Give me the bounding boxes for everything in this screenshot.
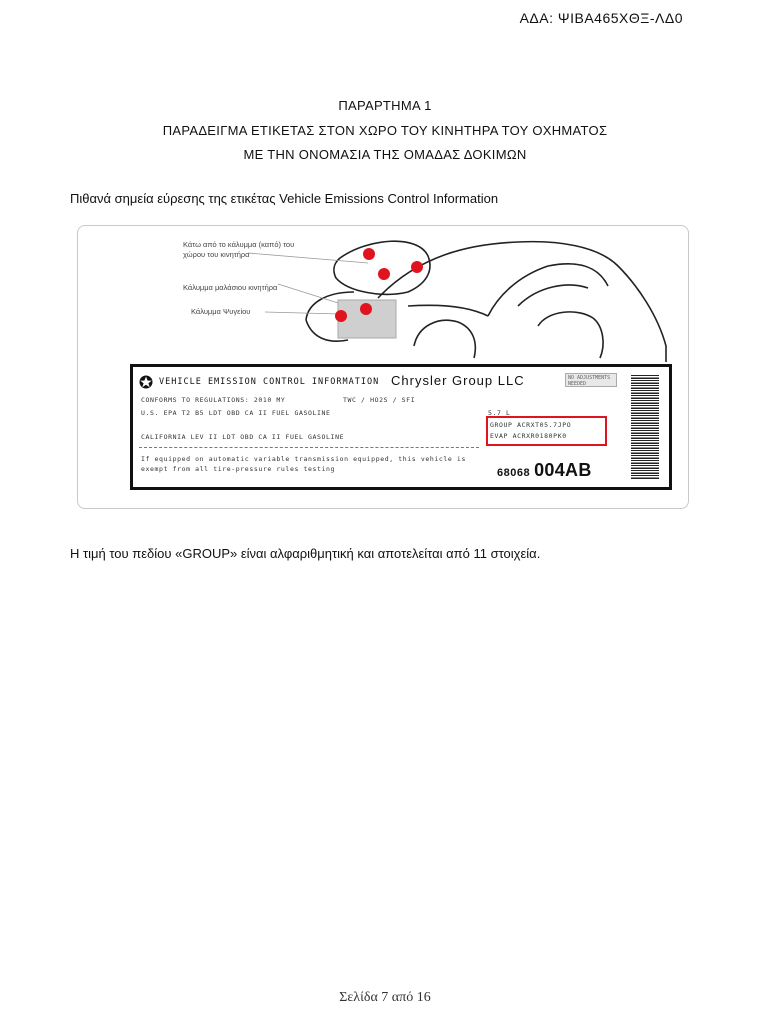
part-number-suffix: 004AB <box>534 460 592 480</box>
marker-dot <box>378 268 390 280</box>
label-row-epa: U.S. EPA T2 B5 LDT OBD CA II FUEL GASOLINE <box>141 409 331 417</box>
label-row-evap: EVAP ACRXR0180PK0 <box>490 432 567 440</box>
no-adjustments-box: NO ADJUSTMENTS NEEDED <box>565 373 617 387</box>
appendix-subtitle: ΠΑΡΑΔΕΙΓΜΑ ΕΤΙΚΕΤΑΣ ΣΤΟΝ ΧΩΡΟ ΤΟΥ ΚΙΝΗΤΗΡΑ ΤΟΥ ΟΧΗΜΑΤΟΣ <box>162 123 608 138</box>
callout-radiator-cover: Κάλυμμα Ψυγείου <box>191 307 251 316</box>
appendix-title: ΠΑΡΑΡΤΗΜΑ 1 <box>338 98 432 113</box>
appendix-subtitle-2: ΜΕ ΤΗΝ ΟΝΟΜΑΣΙΑ ΤΗΣ ΟΜΑΔΑΣ ΔΟΚΙΜΩΝ <box>243 147 527 162</box>
part-number-prefix: 68068 <box>497 467 531 479</box>
label-divider <box>139 447 479 448</box>
intro-text: Πιθανά σημεία εύρεσης της ετικέτας Vehicle Emissions Control Information <box>70 191 499 206</box>
marker-dot <box>363 248 375 260</box>
marker-dot <box>360 303 372 315</box>
barcode <box>631 375 659 479</box>
label-row-regulations: CONFORMS TO REGULATIONS: 2010 MY <box>141 396 286 404</box>
part-number <box>497 460 592 481</box>
marker-dot <box>411 261 423 273</box>
label-header: VEHICLE EMISSION CONTROL INFORMATION <box>159 377 380 387</box>
label-row-california: CALIFORNIA LEV II LDT OBD CA II FUEL GASOLINE <box>141 433 345 441</box>
group-highlight-box <box>486 416 607 446</box>
pentastar-logo <box>139 375 153 389</box>
rear-wheel <box>538 312 603 358</box>
label-row-displacement: 5.7 L <box>488 409 511 417</box>
page-footer: Σελίδα 7 από 16 <box>339 990 431 1005</box>
front-wheel <box>414 320 475 358</box>
label-note-line2: exempt from all tire-pressure rules testing <box>141 465 336 473</box>
label-row-group: GROUP ACRXT05.7JPO <box>490 421 572 429</box>
label-brand: Chrysler Group LLC <box>391 373 525 388</box>
label-row-systems: TWC / HO2S / SFI <box>343 396 416 404</box>
ada-code: ΑΔΑ: ΨΙΒΑ465ΧΘΞ-ΛΔ0 <box>519 10 683 26</box>
emission-label <box>130 364 672 490</box>
label-note-line1: If equipped on automatic variable transmission equipped, this vehicle is <box>141 455 466 463</box>
callout-engine-cover: Κάλυμμα μαλάσιου κινητήρα <box>183 283 278 292</box>
callout-hood-underside: Κάτω από το κάλυμμα (καπό) του χώρου του κινητήρα <box>183 240 295 259</box>
marker-dot <box>335 310 347 322</box>
group-field-note: Η τιμή του πεδίου «GROUP» είναι αλφαριθμητική και αποτελείται από 11 στοιχεία. <box>70 546 541 561</box>
